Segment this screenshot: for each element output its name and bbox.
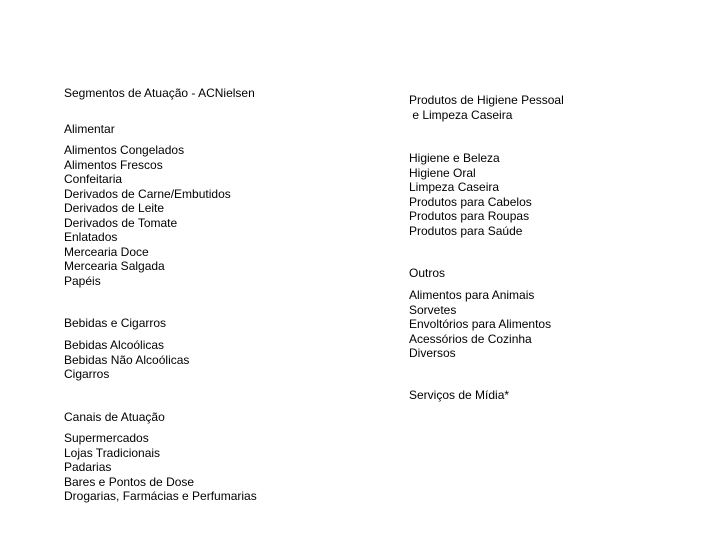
- list-item: Higiene e Beleza: [409, 151, 500, 165]
- list-item: Produtos para Cabelos: [409, 194, 532, 209]
- list-item: Sorvetes: [409, 302, 457, 317]
- section-heading-outros: Outros: [409, 266, 446, 280]
- list-item: Produtos para Roupas: [409, 209, 530, 223]
- list-item: Derivados de Tomate: [64, 215, 178, 230]
- list-item: Mercearia Salgada: [64, 259, 165, 273]
- list-item: Padarias: [64, 460, 112, 474]
- list-item: Papéis: [64, 273, 101, 288]
- list-item: Derivados de Leite: [64, 201, 165, 215]
- list-alimentar: [64, 143, 231, 288]
- list-item: Alimentos para Animais: [409, 288, 535, 302]
- list-outros: [409, 288, 551, 361]
- section-heading-line: Produtos de Higiene Pessoal: [409, 93, 564, 107]
- list-bebidas: [64, 338, 189, 382]
- list-item: Confeitaria: [64, 172, 123, 186]
- list-item: Alimentos Congelados: [64, 143, 185, 157]
- list-item: Alimentos Frescos: [64, 157, 163, 172]
- list-item: Lojas Tradicionais: [64, 445, 161, 460]
- list-higiene: [409, 151, 532, 238]
- list-item: Higiene Oral: [409, 165, 476, 180]
- list-item: Diversos: [409, 346, 456, 360]
- section-heading-canais: Canais de Atuação: [64, 410, 165, 424]
- list-item: Derivados de Carne/Embutidos: [64, 186, 231, 201]
- list-item: Produtos para Saúde: [409, 223, 523, 238]
- list-item: Limpeza Caseira: [409, 180, 500, 194]
- list-item: Acessórios de Cozinha: [409, 331, 532, 346]
- section-heading-midia: Serviços de Mídia*: [409, 388, 510, 402]
- section-heading-alimentar: Alimentar: [64, 122, 115, 136]
- list-item: Bebidas Não Alcoólicas: [64, 352, 190, 367]
- list-item: Drogarias, Farmácias e Perfumarias: [64, 489, 257, 503]
- list-item: Bebidas Alcoólicas: [64, 338, 165, 352]
- list-canais: [64, 431, 257, 504]
- list-item: Mercearia Doce: [64, 244, 149, 259]
- section-heading-higiene: [409, 93, 564, 122]
- list-item: Supermercados: [64, 431, 149, 445]
- section-heading-line: e Limpeza Caseira: [409, 107, 513, 122]
- list-item: Bares e Pontos de Dose: [64, 474, 195, 489]
- list-item: Cigarros: [64, 367, 110, 381]
- section-heading-bebidas: Bebidas e Cigarros: [64, 316, 167, 330]
- list-item: Enlatados: [64, 230, 118, 244]
- page-title: Segmentos de Atuação - ACNielsen: [64, 86, 255, 100]
- list-item: Envoltórios para Alimentos: [409, 317, 552, 331]
